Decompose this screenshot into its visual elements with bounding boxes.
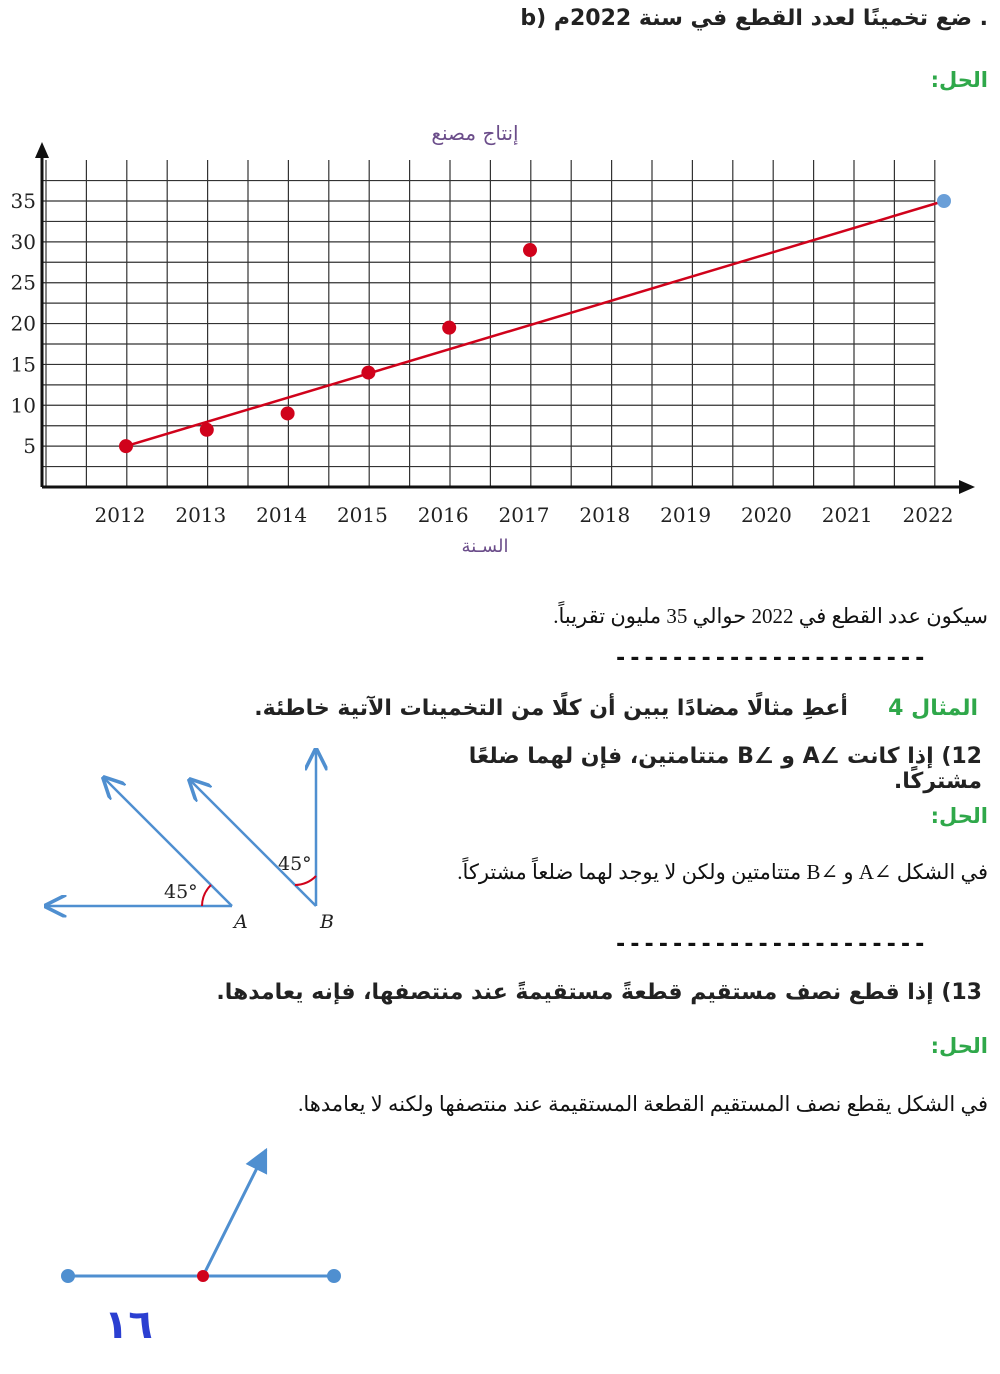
chart-title: إنتاج مصنع bbox=[431, 121, 519, 145]
data-point bbox=[200, 423, 214, 437]
question-12-text: إذا كانت ∠A و ∠B متتامتين، فإن لهما ضلعًا مشتركًا. bbox=[468, 744, 982, 794]
prediction-group bbox=[937, 194, 951, 208]
segment-midpoint bbox=[197, 1270, 209, 1282]
divider-1: ---------------------- bbox=[614, 646, 928, 671]
angle-a-arc bbox=[202, 885, 211, 906]
x-tick-label: 2022 bbox=[902, 503, 954, 527]
question-13-text: إذا قطع نصف مستقيم قطعةً مستقيمةً عند منتصفها، فإنه يعامدها. bbox=[216, 980, 934, 1005]
x-axis-arrow bbox=[959, 480, 975, 494]
data-point bbox=[119, 439, 133, 453]
data-point bbox=[361, 366, 375, 380]
bisecting-ray bbox=[203, 1150, 266, 1276]
y-tick-label: 20 bbox=[10, 311, 36, 336]
angle-b-arc bbox=[295, 876, 316, 885]
segment-endpoint-right bbox=[327, 1269, 341, 1283]
x-tick-label: 2019 bbox=[660, 503, 712, 527]
data-point bbox=[442, 321, 456, 335]
answer-12: في الشكل ∠A و ∠B متتامتين ولكن لا يوجد لهما ضلعاً مشتركاً. bbox=[457, 860, 988, 884]
divider-2: ---------------------- bbox=[614, 932, 928, 957]
answer-13: في الشكل يقطع نصف المستقيم القطعة المستقيمة عند منتصفها ولكنه لا يعامدها. bbox=[298, 1092, 988, 1116]
data-point bbox=[281, 406, 295, 420]
x-tick-label: 2017 bbox=[498, 503, 550, 527]
y-tick-label: 25 bbox=[10, 270, 36, 295]
solution-label-13: الحل: bbox=[930, 1034, 988, 1058]
x-tick-label: 2020 bbox=[740, 503, 792, 527]
example-4-label: المثال 4 bbox=[888, 696, 978, 721]
example-4-heading bbox=[78, 696, 978, 721]
part-b-marker: b) bbox=[520, 6, 547, 31]
x-tick-label: 2015 bbox=[336, 503, 388, 527]
question-13-number: 13) bbox=[941, 980, 982, 1005]
y-tick-label: 15 bbox=[10, 352, 36, 377]
x-tick-label: 2021 bbox=[821, 503, 873, 527]
x-tick-label: 2013 bbox=[175, 503, 227, 527]
x-tick-labels bbox=[95, 503, 954, 527]
data-point bbox=[523, 243, 537, 257]
y-tick-labels bbox=[11, 189, 36, 458]
question-12-number: 12) bbox=[941, 744, 982, 769]
x-tick-label: 2018 bbox=[579, 503, 631, 527]
bisector-figure bbox=[50, 1140, 360, 1300]
answer-b: سيكون عدد القطع في 2022 حوالي 35 مليون تقريباً. bbox=[553, 604, 988, 628]
y-tick-label: 5 bbox=[23, 434, 36, 459]
angle-a-measure: 45° bbox=[164, 881, 198, 903]
complementary-angles-figure bbox=[30, 740, 360, 940]
solution-label-12: الحل: bbox=[930, 804, 988, 828]
x-tick-label: 2014 bbox=[256, 503, 308, 527]
y-tick-label: 35 bbox=[10, 189, 36, 213]
prediction-point bbox=[937, 194, 951, 208]
x-axis-label: السـنة bbox=[461, 536, 509, 557]
chart-axes bbox=[35, 142, 975, 494]
x-tick-label: 2012 bbox=[94, 503, 146, 527]
factory-production-chart bbox=[0, 108, 1000, 568]
part-b-question bbox=[88, 6, 988, 31]
solution-label-b: الحل: bbox=[930, 68, 988, 92]
example-4-text: أعطِ مثالًا مضادًا يبين أن كلًا من التخمينات الآتية خاطئة. bbox=[254, 696, 848, 721]
question-12 bbox=[382, 744, 982, 794]
question-13 bbox=[82, 980, 982, 1005]
y-axis-arrow bbox=[35, 142, 49, 158]
angle-b-measure: 45° bbox=[278, 853, 312, 875]
angle-a-vertex-label: A bbox=[234, 911, 248, 933]
y-tick-label: 10 bbox=[10, 393, 36, 418]
data-points bbox=[119, 243, 537, 453]
chart-grid bbox=[42, 160, 935, 487]
part-b-text: ضع تخمينًا لعدد القطع في سنة 2022م . bbox=[553, 6, 988, 31]
x-tick-label: 2016 bbox=[417, 503, 469, 527]
angle-b-vertex-label: B bbox=[320, 911, 334, 933]
segment-endpoint-left bbox=[61, 1269, 75, 1283]
page-number: ١٦ bbox=[104, 1302, 153, 1348]
y-tick-label: 30 bbox=[10, 229, 36, 254]
